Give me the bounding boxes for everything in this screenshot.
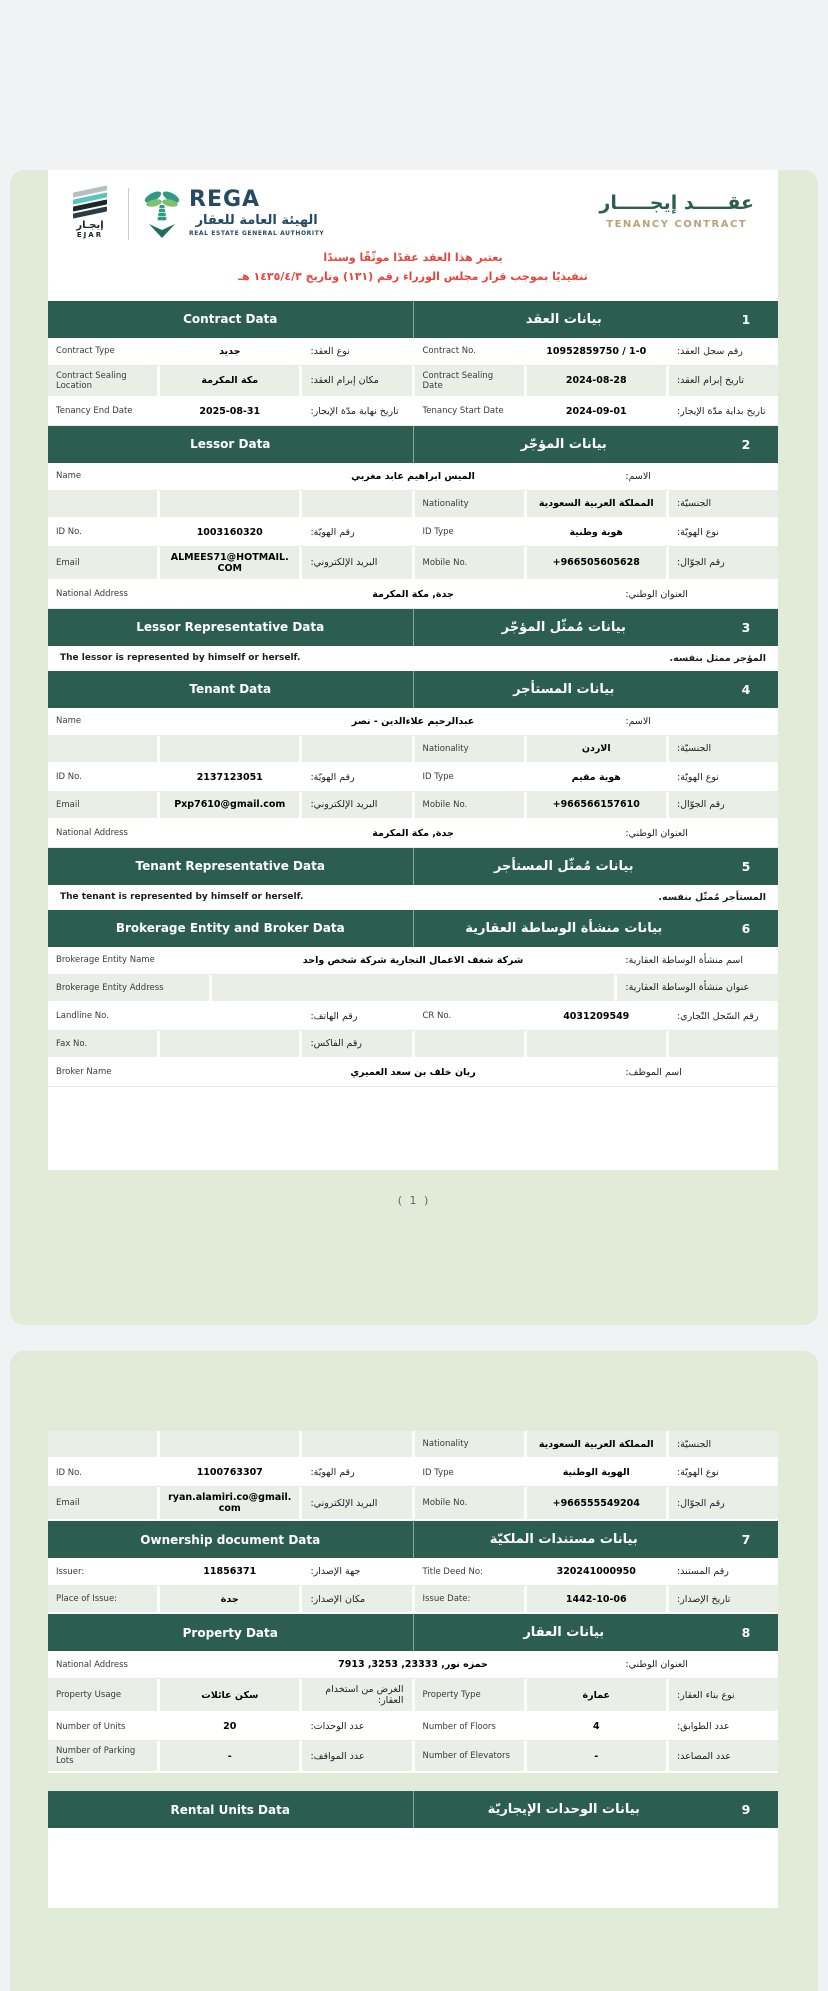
section-title-en-wrap [48,1614,414,1651]
section-title-right [414,426,779,463]
row-label-ar: رقم الجوّال: [669,792,778,818]
row-label-ar: اسم منشأة الوساطة العقارية: [625,954,743,966]
rega-wordmark [189,189,324,237]
row-label-en [48,491,157,517]
row-value: ريان خلف بن سعد العميري [350,1066,476,1078]
table-row [48,398,778,426]
table-row [48,764,778,792]
row-value [212,975,615,1001]
row-label-ar: رقم الهويّة: [310,771,355,783]
table-row [48,1459,778,1487]
row-half [48,547,412,579]
section-title-en-wrap [48,301,414,338]
row-half [415,338,779,365]
row-value: 320241000950 [556,1566,636,1577]
row-value: جدة, مكة المكرمة [372,827,454,839]
section-title-en: Lessor Data [190,437,271,451]
row-half [415,1487,779,1519]
row-label-ar: الجنسيّة: [669,491,778,517]
row-half [48,1031,412,1057]
section-number: 8 [741,1625,751,1640]
table-row [48,1003,778,1031]
section-title-right [414,848,779,885]
row-half [415,1586,779,1612]
row-label-en: Contract Sealing Date [415,366,524,396]
section-title-en: Contract Data [183,312,278,326]
row-label-ar: عدد الطوابق: [676,1721,730,1732]
row-label-ar: الجنسيّة: [669,736,778,762]
row-half [48,1003,412,1030]
row-value: هوية مقيم [571,771,621,783]
row-label-en: Contract Sealing Location [48,366,157,396]
section-title-right [414,301,779,338]
row-value: - [527,1741,666,1771]
row-label-en: Fax No. [48,1031,157,1057]
table-row [48,1651,778,1679]
note-text-ar: المستأجر مُمثّل بنفسه. [658,891,766,903]
row-value: ALMEES71@HOTMAIL.COM [160,547,299,579]
section-header [48,1521,778,1558]
section-title-en: Tenant Data [189,682,272,696]
row-label-ar: تاريخ نهاية مدّة الإيجار: [310,405,399,417]
row-label-ar: العنوان الوطني: [625,827,688,839]
section-title-en-wrap [48,848,414,885]
row-value: 2137123051 [196,771,263,783]
row-value: +966505605628 [527,547,666,579]
row-value: 1003160320 [196,526,263,538]
section-header [48,301,778,338]
row-half [48,764,412,791]
section-number: 5 [741,858,751,874]
row-label-en: Number of Floors [422,1721,496,1732]
section-title-ar: بيانات العقار [523,1625,605,1640]
row-label-ar: نوع الهويّة: [676,526,719,538]
row-value: - [160,1741,299,1771]
table-row [48,708,778,736]
section-title-ar: بيانات مُمثّل المؤجّر [501,619,626,635]
row-half [48,491,412,517]
row-label-ar [302,736,411,762]
row-label-en: Name [56,716,82,726]
row-half [415,491,779,517]
row-label-en: ID Type [422,772,454,782]
table-row [48,1558,778,1586]
document-page-1 [48,170,778,1170]
logo-group [64,188,324,240]
row-label-ar: رقم سجل العقد: [676,345,743,357]
row-value: عمارة [527,1679,666,1711]
top-margin [0,0,828,90]
row-half [415,1558,779,1585]
table-row [48,581,778,609]
row-label-ar: رقم الهويّة: [310,526,355,538]
table-row [48,736,778,764]
row-label-en: Contract Type [56,346,115,356]
row-value: الميس ابراهيم عابد مغربي [351,470,475,482]
row-label-ar: رقم الهويّة: [310,1467,355,1478]
row-label-ar: رقم الفاكس: [302,1031,411,1057]
row-value [160,736,299,762]
section-number: 7 [741,1532,751,1547]
table-row [48,975,778,1003]
row-half [415,398,779,425]
row-label-ar: الاسم: [625,470,651,482]
row-label-ar: عدد المصاعد: [669,1741,778,1771]
table-row [48,547,778,581]
row-label-en: Nationality [415,736,524,762]
row-value: هوية وطنية [569,526,624,538]
section-title-en-wrap [48,609,414,646]
row-value: 1100763307 [196,1467,263,1478]
row-half [415,792,779,818]
row-label-ar: رقم المستند: [676,1566,729,1577]
row-value: 4 [592,1721,600,1732]
row-value: عبدالرحيم علاءالدين - نصر [351,715,475,727]
row-label-ar: نوع الهويّة: [676,771,719,783]
row-label-ar: البريد الإلكتروني: [302,1487,411,1519]
row-value: 2025-08-31 [199,405,261,417]
section-number: 3 [741,619,751,635]
row-value [160,1031,299,1057]
section-title-ar: بيانات مستندات الملكيّة [489,1532,638,1547]
row-label-ar: تاريخ بداية مدّة الإيجار: [676,405,766,417]
representative-note [48,885,778,910]
contract-table-page-1 [48,301,778,1087]
row-label-en: ID No. [56,1467,82,1478]
contract-title-en: TENANCY CONTRACT [606,219,748,230]
row-label-ar: عدد المواقف: [302,1741,411,1771]
section-title-en-wrap [48,671,414,708]
row-half [48,1741,412,1771]
row-half [48,338,412,365]
logo-divider [128,188,129,240]
row-half [48,1558,412,1585]
section-number: 2 [741,436,751,452]
table-row [48,1431,778,1459]
row-label-en: National Address [56,828,128,838]
table-row [48,1487,778,1521]
row-value [160,1431,299,1457]
contract-page-1 [10,170,818,1325]
row-label-ar: الجنسيّة: [669,1431,778,1457]
row-label-en: Issuer: [56,1566,85,1577]
row-label-ar: عنوان منشأة الوساطة العقارية: [617,975,778,1001]
row-value: شركة شغف الاعمال التجارية شركة شخص واحد [302,954,524,966]
row-label-en: ID Type [422,1467,454,1478]
row-label-en [415,1031,524,1057]
note-text-en: The tenant is represented by himself or herself. [60,892,304,902]
row-value: 1442-10-06 [527,1586,666,1612]
table-row [48,947,778,975]
section-title-en-wrap [48,426,414,463]
row-half [415,1031,779,1057]
row-label-en: Title Deed No: [422,1566,483,1577]
row-label-ar: رقم السّجل التّجاري: [676,1010,759,1022]
row-value: المملكة العربية السعودية [527,1431,666,1457]
row-value: حمزه نور, 23333, 3253, 7913 [338,1659,488,1670]
row-label-en: Number of Parking Lots [48,1741,157,1771]
row-half [415,366,779,396]
row-label-en: Nationality [415,491,524,517]
section-title-en: Lessor Representative Data [136,620,325,634]
row-value: +966555549204 [527,1487,666,1519]
row-half [415,736,779,762]
row-half [48,1679,412,1711]
row-label-en: Email [48,1487,157,1519]
row-half [415,1741,779,1771]
section-title-right [414,1521,779,1558]
row-label-en: National Address [56,1659,128,1670]
row-label-en: National Address [56,589,128,599]
row-value: جدة [160,1586,299,1612]
contract-title [599,188,764,230]
row-half [48,1431,412,1457]
row-half [415,519,779,546]
row-half [48,736,412,762]
row-label-en: Nationality [415,1431,524,1457]
table-row [48,1713,778,1741]
row-label-en: Brokerage Entity Name [56,955,155,965]
section-header [48,1791,778,1828]
row-label-en: ID No. [56,772,82,782]
section-header [48,910,778,947]
row-label-en: Broker Name [56,1067,112,1077]
row-label-en: Email [48,792,157,818]
row-label-en: Email [48,547,157,579]
row-value [160,1003,299,1030]
row-label-en: Brokerage Entity Address [48,975,209,1001]
document-header [48,170,778,240]
section-title-right [414,1614,779,1651]
row-half [415,547,779,579]
ejar-logo [64,189,116,239]
row-half [415,1679,779,1711]
row-label-en: Tenancy End Date [56,406,133,416]
row-label-en: Contract No. [422,346,476,356]
row-half [415,1713,779,1740]
section-number: 1 [741,311,751,327]
table-row [48,1741,778,1773]
section-title-ar: بيانات منشأة الوساطة العقارية [465,920,663,936]
row-value: المملكة العربية السعودية [527,491,666,517]
row-label-ar: الغرض من استخدام العقار: [302,1679,411,1711]
table-gap [48,1773,778,1791]
document-page-2 [48,1351,778,1908]
section-header [48,671,778,708]
row-label-en: Property Usage [48,1679,157,1711]
section-header [48,609,778,646]
row-label-ar: رقم الجوّال: [669,1487,778,1519]
row-value: ryan.alamiri.co@gmail.com [160,1487,299,1519]
page-2-filler [48,1828,778,1908]
row-label-en: Landline No. [56,1011,109,1021]
section-title-en: Property Data [182,1625,278,1640]
row-label-ar: نوع العقد: [310,345,350,357]
section-number: 6 [741,920,751,936]
section-header [48,426,778,463]
table-row [48,1679,778,1713]
rega-title-ar: الهيئة العامة للعقار [195,213,318,228]
table-row [48,366,778,398]
section-number: 9 [741,1802,751,1817]
section-title-en-wrap [48,1791,414,1828]
row-label-ar: مكان إبرام العقد: [302,366,411,396]
table-row [48,519,778,547]
table-row [48,1059,778,1087]
row-label-en: Property Type [415,1679,524,1711]
row-label-en [48,1431,157,1457]
row-value: +966566157610 [527,792,666,818]
rega-name: REGA [189,187,261,212]
section-title-ar: بيانات العقد [525,311,602,327]
row-value: جديد [219,345,241,357]
section-title-en-wrap [48,910,414,947]
table-row [48,491,778,519]
row-value: Pxp7610@gmail.com [160,792,299,818]
row-label-en: Number of Elevators [415,1741,524,1771]
row-label-ar: اسم الموظف: [625,1066,682,1078]
row-value: 2024-08-28 [527,366,666,396]
note-text-en: The lessor is represented by himself or herself. [60,653,301,663]
row-value: 2024-09-01 [565,405,627,417]
row-label-ar [669,1031,778,1057]
row-label-ar [302,1431,411,1457]
table-row [48,338,778,366]
note-text-ar: المؤجر ممثل بنفسه. [669,652,766,664]
row-half [415,1459,779,1486]
row-label-en: Tenancy Start Date [422,406,504,416]
section-title-ar: بيانات المؤجّر [520,436,607,452]
row-label-ar: البريد الإلكتروني: [302,547,411,579]
row-value: 20 [223,1721,237,1732]
section-title-en: Ownership document Data [140,1532,321,1547]
row-value: 10952859750 / 1-0 [546,345,647,357]
row-label-en: Place of Issue: [48,1586,157,1612]
row-value: سكن عائلات [160,1679,299,1711]
row-half [48,1459,412,1486]
row-half [48,519,412,546]
row-label-ar: عدد الوحدات: [310,1721,365,1732]
row-label-en: Name [56,471,82,481]
row-label-en: Number of Units [56,1721,126,1732]
row-label-en: ID No. [56,527,82,537]
row-label-en: Issue Date: [415,1586,524,1612]
section-title-right [414,1791,779,1828]
rega-palm-icon [141,189,183,239]
contract-table-page-2 [48,1431,778,1908]
row-value: جدة, مكة المكرمة [372,588,454,600]
legal-notice-line1: يعتبر هذا العقد عقدًا موثّقًا وسندًا [323,251,503,264]
section-title-ar: بيانات مُمثّل المستأجر [493,858,634,874]
section-header [48,848,778,885]
section-title-en-wrap [48,1521,414,1558]
row-label-en: CR No. [422,1011,452,1021]
row-label-ar: العنوان الوطني: [625,1659,688,1670]
table-row [48,1586,778,1614]
row-half [415,1003,779,1030]
row-label-ar: رقم الجوّال: [669,547,778,579]
table-row [48,1031,778,1059]
row-label-en: Mobile No. [415,1487,524,1519]
row-label-ar: مكان الإصدار: [302,1586,411,1612]
page-number: ( 1 ) [397,1194,431,1207]
ejar-wordmark-ar: إيجـار [76,220,104,231]
row-value: مكة المكرمة [160,366,299,396]
row-value [160,491,299,517]
contract-title-ar: عقـــــد إيجـــــار [599,192,754,214]
contract-page-2 [10,1351,818,1991]
row-half [48,1713,412,1740]
rega-title-en: REAL ESTATE GENERAL AUTHORITY [189,230,325,237]
row-label-ar: رقم الهاتف: [310,1010,358,1022]
table-row [48,820,778,848]
row-label-ar: نوع الهويّة: [676,1467,719,1478]
row-half [48,792,412,818]
row-half [48,1586,412,1612]
section-title-en: Brokerage Entity and Broker Data [115,921,345,935]
row-half [48,398,412,425]
row-label-ar: الاسم: [625,715,651,727]
row-label-en: Mobile No. [415,792,524,818]
row-label-ar: نوع بناء العقار: [669,1679,778,1711]
section-title-right [414,609,779,646]
legal-notice-line2: تنفيذيًا بموجب قرار مجلس الوزراء رقم (١٣١) وتاريخ ١٤٣٥/٤/٣ هـ [238,270,588,284]
row-label-en: Mobile No. [415,547,524,579]
row-label-ar: تاريخ الإصدار: [669,1586,778,1612]
rega-logo [141,189,324,239]
legal-notice [48,248,778,287]
row-label-en: ID Type [422,527,454,537]
row-label-ar: جهة الإصدار: [310,1566,361,1577]
row-half [48,366,412,396]
section-title-right [414,910,779,947]
section-number: 4 [741,681,751,697]
row-label-ar [302,491,411,517]
row-value: الاردن [527,736,666,762]
section-title-right [414,671,779,708]
row-label-en [48,736,157,762]
ejar-wordmark-en: EJAR [76,231,104,239]
section-title-ar: بيانات المستأجر [513,681,615,697]
section-title-ar: بيانات الوحدات الإيجاريّة [487,1802,640,1817]
representative-note [48,646,778,671]
row-label-ar: البريد الإلكتروني: [302,792,411,818]
table-row [48,463,778,491]
page-gap [0,1325,828,1351]
table-row [48,792,778,820]
row-value: 4031209549 [563,1010,630,1022]
row-half [415,1431,779,1457]
row-half [415,764,779,791]
row-value: 11856371 [203,1566,257,1577]
row-label-ar: العنوان الوطني: [625,588,688,600]
row-label-ar: تاريخ إبرام العقد: [669,366,778,396]
section-header [48,1614,778,1651]
section-title-en: Tenant Representative Data [135,859,325,873]
section-title-en: Rental Units Data [170,1802,290,1817]
row-value [527,1031,666,1057]
row-half [48,1487,412,1519]
row-value: الهوية الوطنية [562,1467,630,1478]
